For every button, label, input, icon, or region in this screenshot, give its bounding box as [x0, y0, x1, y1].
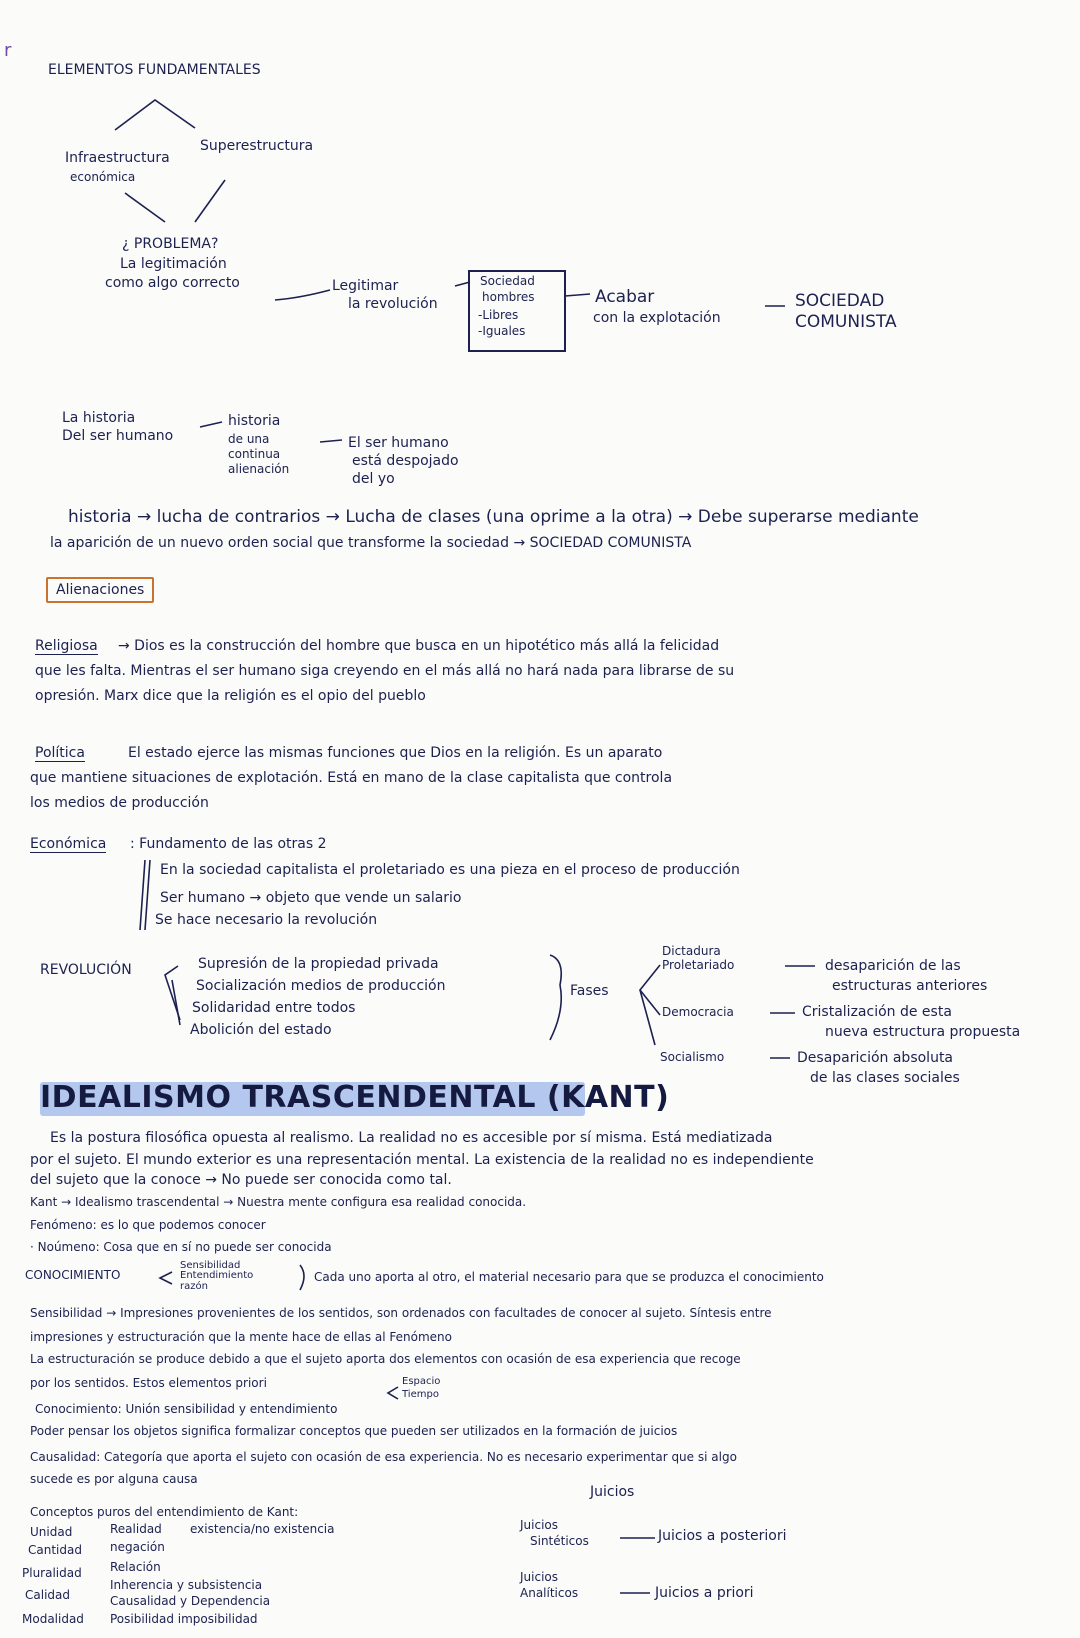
box-line: -Iguales	[478, 324, 526, 338]
revolucion-label: REVOLUCIÓN	[40, 962, 132, 978]
sens-line: impresiones y estructuración que la mente hace de ellas al Fenómeno	[30, 1330, 452, 1344]
kant-heading: IDEALISMO TRASCENDENTAL (KANT)	[40, 1080, 670, 1115]
revolucion-item: Abolición del estado	[190, 1022, 332, 1038]
juicio-name: Analíticos	[520, 1586, 579, 1600]
box-line: hombres	[482, 290, 535, 304]
section-title: ELEMENTOS FUNDAMENTALES	[48, 62, 261, 78]
economica-label: Económica	[30, 836, 107, 852]
diagram-line	[115, 100, 195, 130]
box-line: -Libres	[478, 308, 519, 322]
ser-humano-1: El ser humano	[348, 435, 449, 451]
category-value: Causalidad y Dependencia	[110, 1594, 271, 1608]
more-line: sucede es por alguna causa	[30, 1472, 198, 1486]
legitimar-1: Legitimar	[332, 278, 399, 294]
arrow-line	[565, 294, 590, 296]
kant-line: del sujeto que la conoce → No puede ser conocida como tal.	[30, 1172, 452, 1188]
historia-alien-2: de una	[228, 432, 270, 446]
politica-line: El estado ejerce las mismas funciones que Dios en la religión. Es un aparato	[128, 745, 663, 761]
more-line: Causalidad: Categoría que aporta el sujeto con ocasión de esa experiencia. No es necesario experimentar que si algo	[30, 1450, 737, 1464]
phase-name: Socialismo	[660, 1050, 725, 1064]
arrow-line	[388, 1387, 398, 1399]
historia-line-1: historia → lucha de contrarios → Lucha de clases (una oprime a la otra) → Debe superarse mediante	[68, 507, 919, 527]
priori-item: Espacio	[402, 1376, 441, 1387]
conceptos-title: Conceptos puros del entendimiento de Kant:	[30, 1505, 299, 1519]
revolucion-item: Supresión de la propiedad privada	[198, 956, 439, 972]
sens-line: por los sentidos. Estos elementos priori	[30, 1376, 267, 1390]
category-value: Realidad	[110, 1522, 162, 1536]
category-value: Inherencia y subsistencia	[110, 1578, 263, 1592]
politica-line: que mantiene situaciones de explotación. Está en mano de la clase capitalista que controla	[30, 770, 673, 786]
more-line: Conocimiento: Unión sensibilidad y entendimiento	[35, 1402, 338, 1416]
politica-label: Política	[35, 745, 85, 761]
legit-line-1: La legitimación	[120, 256, 227, 272]
diagram-line	[195, 180, 225, 222]
right-brace	[550, 955, 561, 1040]
kant-line: Fenómeno: es lo que podemos conocer	[30, 1218, 266, 1232]
phase-result: Cristalización de esta	[802, 1004, 952, 1020]
comunista-2: COMUNISTA	[795, 312, 897, 332]
juicio-name: Sintéticos	[530, 1534, 589, 1548]
more-line: Poder pensar los objetos significa formalizar conceptos que pueden ser utilizados en la formación de juicios	[30, 1424, 678, 1438]
comunista-1: SOCIEDAD	[795, 291, 885, 311]
phase-name: Proletariado	[662, 958, 735, 972]
phase-result: estructuras anteriores	[832, 978, 988, 994]
arrow-line	[320, 440, 342, 442]
infra-label-2: económica	[70, 170, 136, 184]
bracket-line	[140, 860, 145, 930]
religiosa-label: Religiosa	[35, 638, 98, 654]
phase-result: desaparición de las	[825, 958, 961, 974]
ser-humano-2: está despojado	[352, 453, 459, 469]
phase-name: Democracia	[662, 1005, 734, 1019]
category-value: Posibilidad imposibilidad	[110, 1612, 258, 1626]
left-bracket	[172, 980, 180, 1025]
phase-result: nueva estructura propuesta	[825, 1024, 1021, 1040]
diagram-line	[275, 290, 330, 300]
juicios-title: Juicios	[590, 1484, 635, 1500]
politica-line: los medios de producción	[30, 795, 209, 811]
religiosa-line: → Dios es la construcción del hombre que busca en un hipotético más allá la felicidad	[118, 638, 720, 654]
kant-line: · Noúmeno: Cosa que en sí no puede ser conocida	[30, 1240, 332, 1254]
category-name: Modalidad	[22, 1612, 84, 1626]
box-line: Sociedad	[480, 274, 535, 288]
infra-label-1: Infraestructura	[65, 150, 170, 166]
phase-name: Dictadura	[662, 944, 721, 958]
conocimiento-item: Entendimiento	[180, 1270, 254, 1281]
fases-label: Fases	[570, 983, 609, 999]
ser-humano-3: del yo	[352, 471, 395, 487]
historia-alien-4: alienación	[228, 462, 290, 476]
sociedad-box	[468, 270, 566, 352]
juicio-result: Juicios a priori	[655, 1585, 754, 1601]
priori-item: Tiempo	[402, 1389, 439, 1400]
phase-result: de las clases sociales	[810, 1070, 960, 1086]
super-label: Superestructura	[200, 138, 314, 154]
conocimiento-item: razón	[180, 1281, 208, 1292]
conocimiento-label: CONOCIMIENTO	[25, 1268, 121, 1282]
sens-line: Sensibilidad → Impresiones provenientes de los sentidos, son ordenados con facultades de conocer al sujeto. Síntesis entre	[30, 1306, 772, 1320]
legitimar-2: la revolución	[348, 296, 438, 312]
historia-alien-1: historia	[228, 413, 281, 429]
juicio-name: Juicios	[520, 1518, 559, 1532]
acabar-1: Acabar	[595, 287, 655, 307]
category-value: Relación	[110, 1560, 161, 1574]
historia-ser-2: Del ser humano	[62, 428, 174, 444]
religiosa-line: opresión. Marx dice que la religión es el opio del pueblo	[35, 688, 426, 704]
revolucion-item: Solidaridad entre todos	[192, 1000, 356, 1016]
religiosa-line: que les falta. Mientras el ser humano siga creyendo en el más allá no hará nada para librarse de su	[35, 663, 735, 679]
bracket-line	[145, 860, 150, 930]
problema-label: ¿ PROBLEMA?	[122, 236, 219, 252]
kant-line: Kant → Idealismo trascendental → Nuestra mente configura esa realidad conocida.	[30, 1195, 527, 1209]
margin-mark: r	[4, 40, 12, 61]
conocimiento-item: Sensibilidad	[180, 1260, 241, 1271]
category-name: Cantidad	[28, 1543, 82, 1557]
economica-line: En la sociedad capitalista el proletariado es una pieza en el proceso de producción	[160, 862, 740, 878]
economica-line: Se hace necesario la revolución	[155, 912, 378, 928]
arrow-line	[200, 422, 222, 427]
revolucion-item: Socialización medios de producción	[196, 978, 446, 994]
conocimiento-text: Cada uno aporta al otro, el material necesario para que se produzca el conocimiento	[314, 1270, 824, 1284]
historia-ser-1: La historia	[62, 410, 136, 426]
economica-line: Ser humano → objeto que vende un salario	[160, 890, 462, 906]
phase-branch	[640, 965, 660, 1015]
juicio-name: Juicios	[520, 1570, 559, 1584]
category-value: negación	[110, 1540, 165, 1554]
acabar-2: con la explotación	[593, 310, 721, 326]
sens-line: La estructuración se produce debido a que el sujeto aporta dos elementos con ocasión de esa experiencia que recoge	[30, 1352, 741, 1366]
category-value: existencia/no existencia	[190, 1522, 335, 1536]
category-name: Pluralidad	[22, 1566, 82, 1580]
arrow-line	[160, 1272, 172, 1284]
kant-line: Es la postura filosófica opuesta al realismo. La realidad no es accesible por sí misma. Está mediatizada	[50, 1130, 773, 1146]
historia-line-2: la aparición de un nuevo orden social que transforme la sociedad → SOCIEDAD COMUNISTA	[50, 535, 692, 551]
category-name: Unidad	[30, 1525, 73, 1539]
legit-line-2: como algo correcto	[105, 275, 240, 291]
juicio-result: Juicios a posteriori	[658, 1528, 787, 1544]
phase-result: Desaparición absoluta	[797, 1050, 954, 1066]
kant-line: por el sujeto. El mundo exterior es una representación mental. La existencia de la realidad no es independiente	[30, 1152, 814, 1168]
diagram-line	[125, 193, 165, 222]
economica-line: : Fundamento de las otras 2	[130, 836, 327, 852]
historia-alien-3: continua	[228, 447, 281, 461]
brace	[300, 1265, 304, 1290]
alienaciones-label: Alienaciones	[46, 577, 154, 603]
category-name: Calidad	[25, 1588, 70, 1602]
